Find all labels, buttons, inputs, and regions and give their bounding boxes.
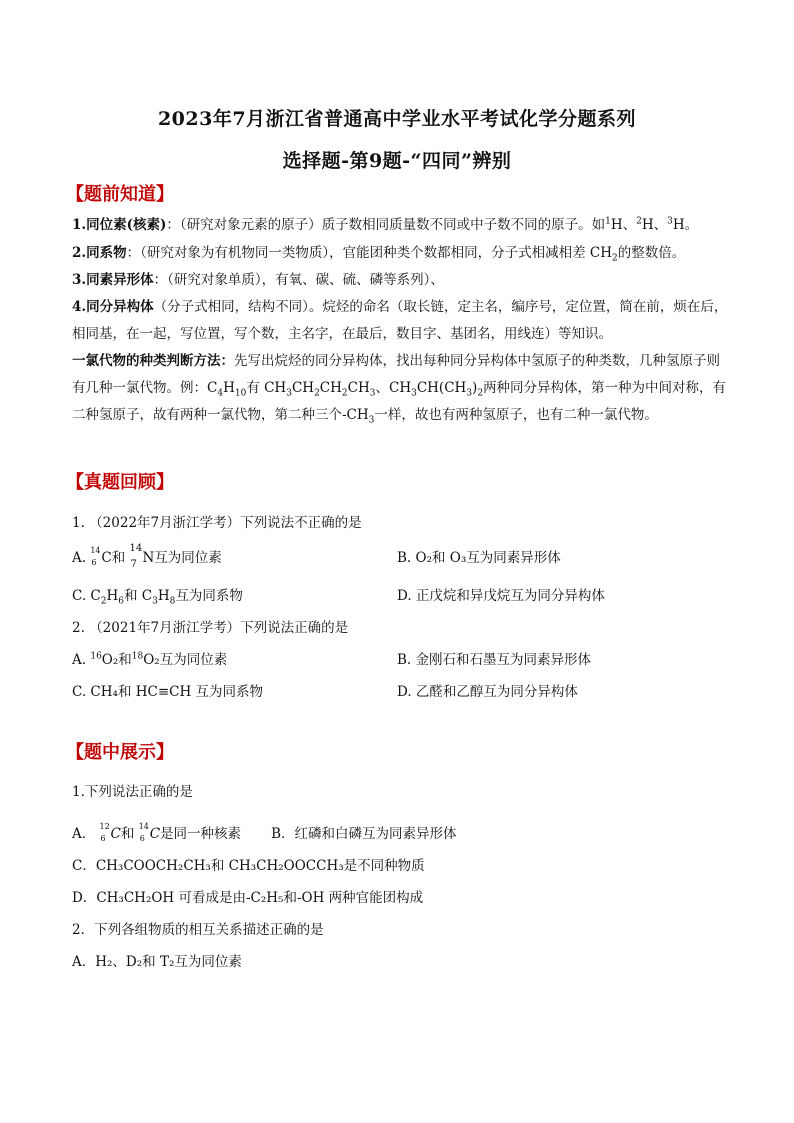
definition-isomer: 4.同分异构体（分子式相同，结构不同）。烷烃的命名（取长链，定主名，编序号，定位置，简在前，烦在后，相同基，在一起，写位置，写个数，主名字，在最后，数目字、基团名，用线连）等知识。 (72, 299, 728, 342)
review-q1-option-a: A. 14 6 C和 14 7 N互为同位素 (72, 543, 222, 570)
section-heading-pre: 【题前知道】 (66, 184, 174, 205)
review-q2-option-b: B. 金刚石和石墨互为同素异形体 (397, 652, 592, 668)
show-q1-option-c: C．CH₃COOCH₂CH₃和 CH₃CH₂OOCCH₃是不同种物质 (72, 858, 425, 874)
term-homolog: 2.同系物 (72, 245, 127, 261)
term-monochloro: 一氯代物的种类判断方法： (72, 353, 234, 369)
page-subtitle: 选择题-第9题-“四同”辨别 (282, 150, 512, 172)
show-q1-stem: 1.下列说法正确的是 (72, 784, 193, 800)
review-q1-option-c: C. $C_2H_6$和 $C_3H_8$互为同系物 (72, 588, 243, 607)
definition-allotrope: 3.同素异形体：（研究对象单质），有氧、碳、硫、磷等系列）、 (72, 272, 444, 288)
review-q2-stem: 2. （2021年7月浙江学考）下列说法正确的是 (72, 620, 349, 636)
show-q1-option-d: D．CH₃CH₂OH 可看成是由-C₂H₅和-OH 两种官能团构成 (72, 890, 424, 906)
review-q2-option-c: C. CH₄和 HC≡CH 互为同系物 (72, 684, 264, 700)
page-title: 2023年7月浙江省普通高中学业水平考试化学分题系列 (157, 108, 637, 130)
definition-homolog: 2.同系物：（研究对象为有机物同一类物质），官能团种类个数都相同，分子式相减相差 $CH_2$的整数倍。 (72, 245, 686, 264)
nuclide-n14: 14 7 (129, 543, 143, 570)
show-q2-option-a: A．H₂、D₂和 T₂互为同位素 (72, 954, 242, 970)
term-isotope: 1.同位素(核素) (72, 217, 167, 233)
show-q2-stem: 2．下列各组物质的相互关系描述正确的是 (72, 922, 324, 938)
review-q2-option-a: A. $^{16}$O₂和$^{18}$O₂互为同位素 (72, 651, 228, 668)
monochloro-method: 一氯代物的种类判断方法：先写出烷烃的同分异构体，找出每种同分异构体中氢原子的种类数，几种氢原子则有几种一氯代物。例：$C_4H_{10}$有 $CH_3CH_2CH_2CH_3$、$CH_3CH(CH_3)_2$两种同分异构体，第一种为中间对称，有二种氢原子，故有两种一氯代物，第二种三个$-CH_3$一样，故也有两种氢原子，也有二种一氯代物。 (72, 353, 727, 426)
term-isomer: 4.同分异构体 (72, 299, 154, 315)
nuclide-c14-b: 14 6 (138, 822, 149, 843)
section-heading-show: 【题中展示】 (66, 742, 174, 763)
definition-isotope: 1.同位素(核素)：（研究对象元素的原子）质子数相同质量数不同或中子数不同的原子。如$^1$H、$^2$H、$^3$H。 (72, 216, 699, 233)
nuclide-c12: 12 6 (99, 822, 110, 843)
nuclide-c14: 14 6 (90, 546, 101, 567)
review-q1-stem: 1. （2022年7月浙江学考）下列说法不正确的是 (72, 515, 362, 531)
review-q1-option-d: D. 正戊烷和异戊烷互为同分异构体 (397, 588, 605, 604)
section-heading-review: 【真题回顾】 (66, 472, 174, 493)
show-q1-option-a-b: A． 12 6 C和 14 6 C是同一种核素 B．红磷和白磷互为同素异形体 (72, 822, 457, 843)
review-q1-option-b: B. O₂和 O₃互为同素异形体 (397, 550, 561, 566)
review-q2-option-d: D. 乙醛和乙醇互为同分异构体 (397, 684, 578, 700)
term-allotrope: 3.同素异形体 (72, 272, 154, 288)
